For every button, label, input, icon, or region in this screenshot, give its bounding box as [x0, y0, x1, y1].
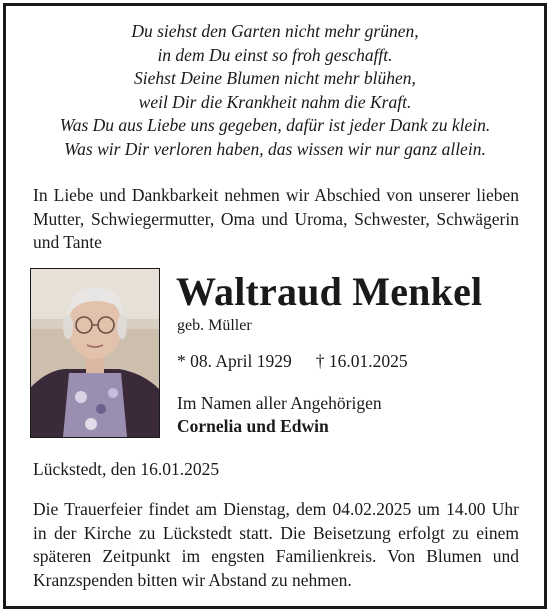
poem-line: Du siehst den Garten nicht mehr grünen, [131, 21, 419, 41]
family-names: Cornelia und Edwin [177, 416, 329, 436]
poem-line: in dem Du einst so froh geschafft. [157, 44, 393, 65]
poem-line: Was Du aus Liebe uns gegeben, dafür ist jeder Dank zu klein. [59, 115, 491, 135]
poem-line: Was wir Dir verloren haben, das wissen wir nur ganz allein. [64, 138, 486, 159]
family-line: Im Namen aller Angehörigen [177, 393, 382, 413]
family-signature [177, 392, 382, 438]
portrait-photo [30, 268, 160, 438]
obituary-frame [3, 3, 547, 609]
death-date: † 16.01.2025 [315, 351, 408, 371]
birth-name: geb. Müller [177, 317, 252, 334]
poem-line: weil Dir die Krankheit nahm die Kraft. [138, 91, 412, 112]
place-date: Lückstedt, den 16.01.2025 [33, 459, 220, 479]
life-dates [177, 350, 408, 372]
poem-line: Siehst Deine Blumen nicht mehr blühen, [134, 68, 416, 88]
birth-date: * 08. April 1929 [177, 351, 292, 371]
poem [6, 20, 544, 161]
intro-text: In Liebe und Dankbarkeit nehmen wir Abschied von unserer lieben Mutter, Schwiegermutter, Oma und Uroma, Schwester, Schwägerin und Tante [33, 185, 519, 252]
funeral-notice: Die Trauerfeier findet am Dienstag, dem 04.02.2025 um 14.00 Uhr in der Kirche zu Lückstedt statt. Die Beisetzung erfolgt zu einem späteren Zeitpunkt im engsten Familienkreis. Von Blumen und Kranzspenden bitten wir Abstand zu nehmen. [33, 499, 519, 590]
deceased-name: Waltraud Menkel [176, 269, 483, 314]
